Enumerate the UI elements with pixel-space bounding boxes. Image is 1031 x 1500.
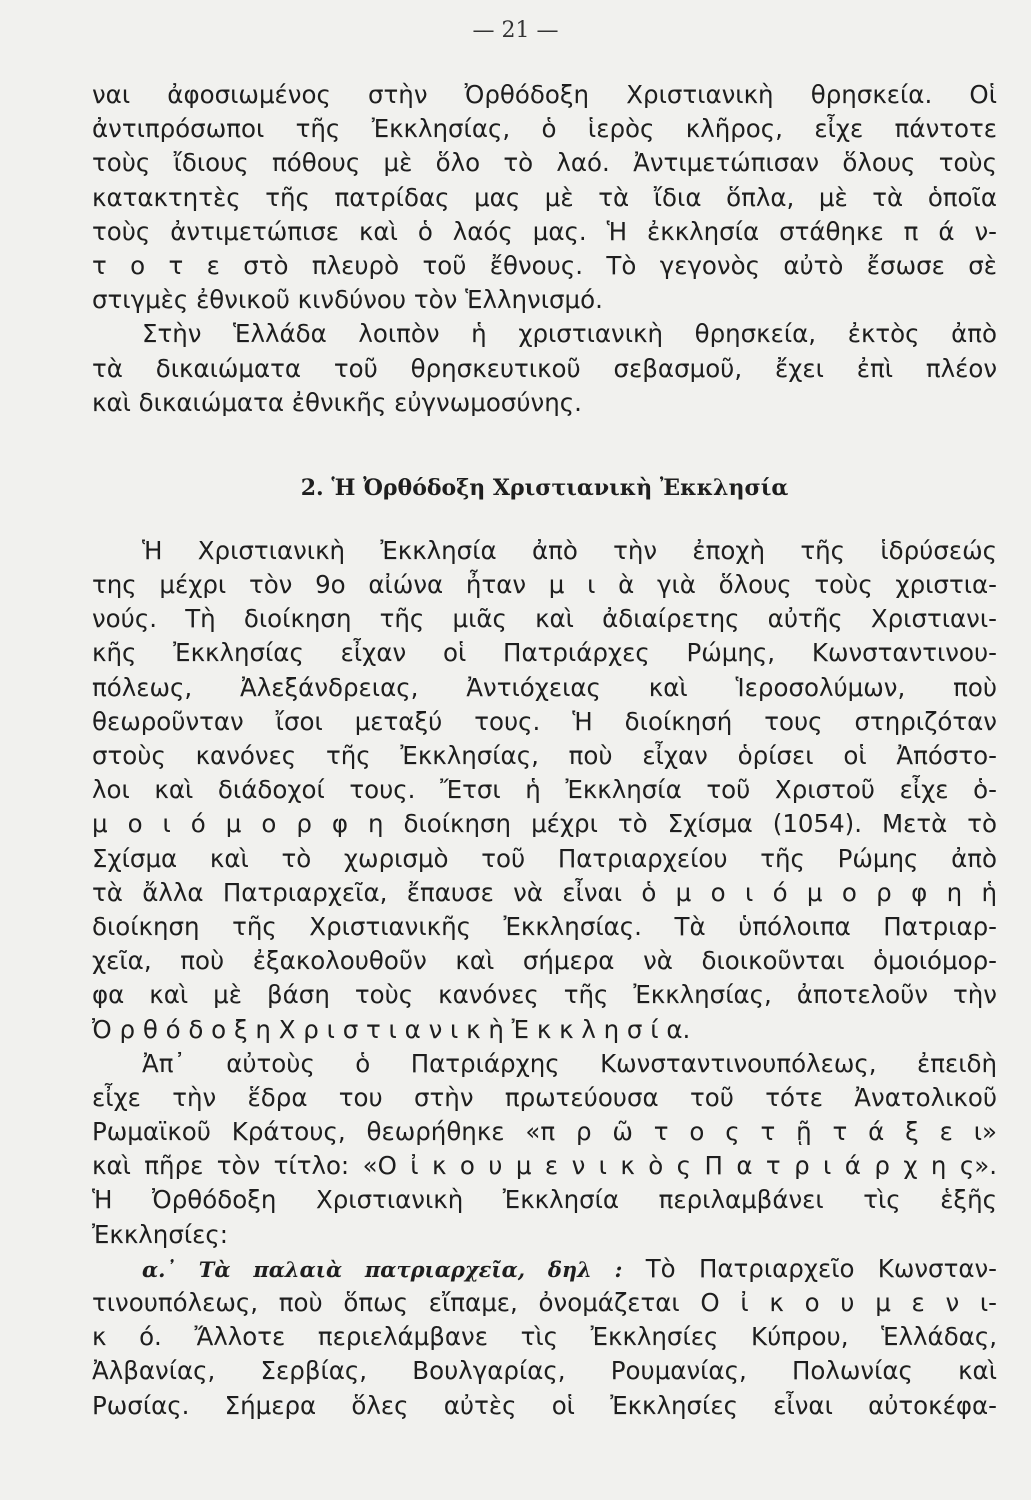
text-line: Ἡ Ὀρθόδοξη Χριστιανικὴ Ἐκκλησία περιλαμβάνει τὶς ἑξῆς	[92, 1185, 997, 1215]
text-line: Ρωμαϊκοῦ Κράτους, θεωρήθηκε «π ρ ῶ τ ο ς τ ῇ τ ά ξ ε ι»	[92, 1117, 997, 1147]
text-line: τὰ ἄλλα Πατριαρχεῖα, ἔπαυσε νὰ εἶναι ὁ μ ο ι ό μ ο ρ φ η ἡ	[92, 877, 997, 907]
text-line: Ρωσίας. Σήμερα ὅλες αὐτὲς οἱ Ἐκκλησίες εἶναι αὐτοκέφα-	[92, 1390, 997, 1420]
text-line: νούς. Τὴ διοίκηση τῆς μιᾶς καὶ ἀδιαίρετης αὐτῆς Χριστιανι-	[92, 604, 997, 634]
text-line: Ἡ Χριστιανικὴ Ἐκκλησία ἀπὸ τὴν ἐποχὴ τῆς ἱδρύσεώς	[142, 535, 997, 565]
body-text	[92, 78, 997, 1423]
text-line: μ ο ι ό μ ο ρ φ η διοίκηση μέχρι τὸ Σχίσμα (1054). Μετὰ τὸ	[92, 809, 997, 839]
text-line: καὶ πῆρε τὸν τίτλο: «Ο ἰ κ ο υ μ ε ν ι κ ὸ ς Π α τ ρ ι ά ρ χ η ς».	[92, 1151, 997, 1181]
text-line: Σχίσμα καὶ τὸ χωρισμὸ τοῦ Πατριαρχείου τῆς Ρώμης ἀπὸ	[92, 843, 997, 873]
text-line: θεωροῦνταν ἴσοι μεταξύ τους. Ἡ διοίκησή τους στηριζόταν	[92, 706, 997, 736]
text-line: εἶχε τὴν ἕδρα του στὴν πρωτεύουσα τοῦ τότε Ἀνατολικοῦ	[92, 1082, 997, 1112]
text-line: κατακτητὲς τῆς πατρίδας μας μὲ τὰ ἴδια ὅπλα, μὲ τὰ ὁποῖα	[92, 182, 997, 212]
text-line: ναι ἀφοσιωμένος στὴν Ὀρθόδοξη Χριστιανικὴ θρησκεία. Οἱ	[92, 80, 997, 109]
text-line: πόλεως, Ἀλεξάνδρειας, Ἀντιόχειας καὶ Ἱεροσολύμων, ποὺ	[92, 672, 997, 702]
text-line: Ἀπ᾽ αὐτοὺς ὁ Πατριάρχης Κωνσταντινουπόλεως, ἐπειδὴ	[142, 1048, 997, 1078]
text-line: στιγμὲς ἐθνικοῦ κινδύνου τὸν Ἑλληνισμό.	[92, 285, 603, 315]
text-line: Ἐκκλησίες:	[92, 1219, 229, 1249]
text-line: διοίκηση τῆς Χριστιανικῆς Ἐκκλησίας. Τὰ ὑπόλοιπα Πατριαρ-	[92, 911, 997, 941]
text-line: κ ό. Ἄλλοτε περιελάμβανε τὶς Ἐκκλησίες Κύπρου, Ἑλλάδας,	[92, 1322, 997, 1352]
text-line: Ὀ ρ θ ό δ ο ξ η Χ ρ ι σ τ ι α ν ι κ ὴ Ἐ κ κ λ η σ ί α.	[92, 1014, 691, 1044]
page-number: — 21 —	[472, 18, 559, 43]
text-line: της μέχρι τὸν 9ο αἰώνα ἦταν μ ι ὰ γιὰ ὅλους τοὺς χριστια-	[92, 570, 997, 600]
text-line: φα καὶ μὲ βάση τοὺς κανόνες τῆς Ἐκκλησίας, ἀποτελοῦν τὴν	[92, 980, 997, 1010]
text-line: κῆς Ἐκκλησίας εἶχαν οἱ Πατριάρχες Ρώμης, Κωνσταντινου-	[92, 638, 997, 668]
text-line: Ἀλβανίας, Σερβίας, Βουλγαρίας, Ρουμανίας, Πολωνίας καὶ	[92, 1356, 997, 1386]
section-heading: 2. Ἡ Ὀρθόδοξη Χριστιανικὴ Ἐκκλησία	[300, 474, 789, 501]
text-line: τ ο τ ε στὸ πλευρὸ τοῦ ἔθνους. Τὸ γεγονὸς αὐτὸ ἔσωσε σὲ	[92, 250, 997, 280]
text-line: ἀντιπρόσωποι τῆς Ἐκκλησίας, ὁ ἱερὸς κλῆρος, εἶχε πάντοτε	[92, 114, 997, 144]
text-line: τὰ δικαιώματα τοῦ θρησκευτικοῦ σεβασμοῦ, ἔχει ἐπὶ πλέον	[92, 353, 997, 383]
subsection-label: α.᾽ Τὰ παλαιὰ πατριαρχεῖα, δηλ :	[142, 1256, 623, 1282]
text-line: τοὺς ἀντιμετώπισε καὶ ὁ λαός μας. Ἡ ἐκκλησία στάθηκε π ά ν-	[92, 216, 997, 246]
text-line: τινουπόλεως, ποὺ ὅπως εἴπαμε, ὀνομάζεται Ο ἰ κ ο υ μ ε ν ι-	[92, 1288, 997, 1317]
text-line: στοὺς κανόνες τῆς Ἐκκλησίας, ποὺ εἶχαν ὁρίσει οἱ Ἀπόστο-	[92, 741, 997, 770]
text-run: Τὸ Πατριαρχεῖο Κωνσταν-	[645, 1253, 997, 1283]
text-line: τοὺς ἴδιους πόθους μὲ ὅλο τὸ λαό. Ἀντιμετώπισαν ὅλους τοὺς	[92, 148, 997, 178]
text-line: χεῖα, ποὺ ἐξακολουθοῦν καὶ σήμερα νὰ διοικοῦνται ὁμοιόμορ-	[92, 946, 997, 976]
text-line	[92, 1252, 997, 1286]
text-line: Στὴν Ἑλλάδα λοιπὸν ἡ χριστιανικὴ θρησκεία, ἐκτὸς ἀπὸ	[142, 319, 997, 349]
text-line: καὶ δικαιώματα ἐθνικῆς εὐγνωμοσύνης.	[92, 387, 582, 417]
text-line: λοι καὶ διάδοχοί τους. Ἔτσι ἡ Ἐκκλησία τοῦ Χριστοῦ εἶχε ὁ-	[92, 775, 997, 805]
